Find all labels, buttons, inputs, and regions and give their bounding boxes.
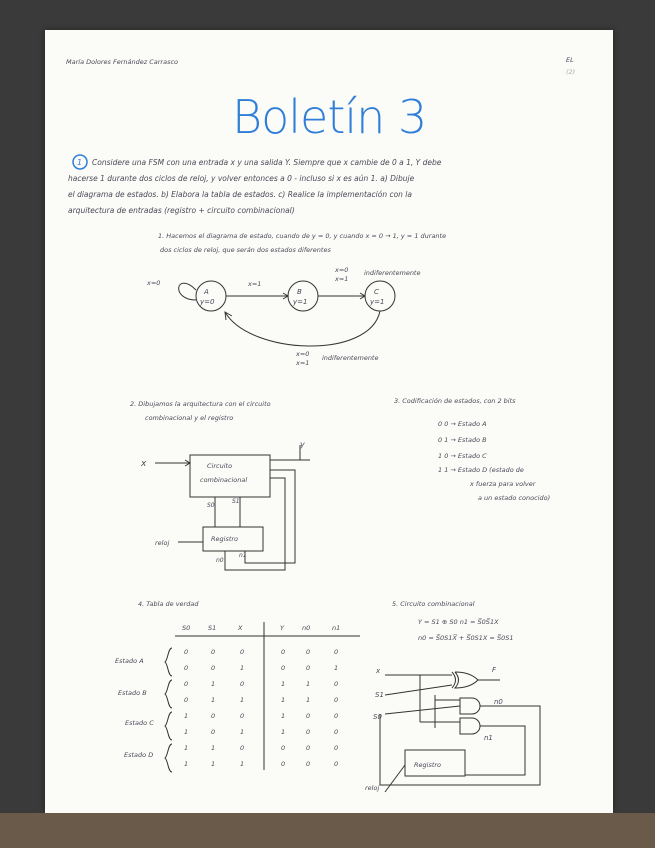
- table-cell: 0: [281, 648, 286, 656]
- table-cell: 0: [240, 648, 245, 656]
- table-cell: 0: [240, 680, 245, 688]
- s1-label: S1: [232, 498, 240, 505]
- clock-label: reloj: [155, 539, 170, 547]
- arch-input-x: x: [141, 459, 147, 469]
- table-cell: 0: [306, 712, 311, 720]
- table-cell: 0: [306, 728, 311, 736]
- table-cell: 1: [306, 680, 311, 688]
- group-a: Estado A: [115, 657, 144, 665]
- circ-reg: Registro: [414, 761, 442, 769]
- circ-s1: S1: [375, 691, 384, 699]
- table-cell: 0: [184, 648, 189, 656]
- arch-output-y: y: [300, 440, 305, 449]
- ca-label-0: x=0: [296, 350, 310, 358]
- table-cell: 1: [211, 680, 216, 688]
- table-cell: 0: [184, 696, 189, 704]
- state-a-output: y=0: [200, 298, 215, 306]
- exercise-number: 1: [77, 158, 83, 167]
- table-cell: 0: [334, 728, 339, 736]
- table-cell: 0: [334, 744, 339, 752]
- table-cell: 0: [240, 744, 245, 752]
- table-cell: 1: [240, 760, 245, 768]
- table-cell: 0: [334, 648, 339, 656]
- step3-row-0: 0 0 → Estado A: [438, 420, 487, 428]
- circ-x: x: [376, 667, 381, 675]
- table-cell: 0: [211, 712, 216, 720]
- table-cell: 0: [306, 760, 311, 768]
- table-cell: 0: [334, 680, 339, 688]
- table-cell: 0: [211, 728, 216, 736]
- table-cell: 1: [184, 712, 189, 720]
- state-diagram: [179, 281, 395, 346]
- bc-note: indiferentemente: [364, 269, 421, 277]
- table-cell: 1: [281, 696, 286, 704]
- statement-line-2: el diagrama de estados. b) Elabora la tabla de estados. c) Realice la implementación con la: [68, 190, 412, 199]
- table-cell: 0: [281, 760, 286, 768]
- reg-label: Registro: [211, 535, 239, 543]
- table-cell: 1: [240, 664, 245, 672]
- step3-row-5: a un estado conocido): [478, 494, 551, 502]
- table-cell: 1: [184, 744, 189, 752]
- step5-eq1: Y = S1 ⊕ S0 n1 = S̅0S̅1X: [418, 618, 499, 626]
- bc-label-0: x=0: [335, 266, 349, 274]
- table-cell: 0: [211, 664, 216, 672]
- table-cell: 1: [240, 728, 245, 736]
- s0-label: S0: [207, 502, 215, 509]
- step5-eq2: n0 = S̅0S1X̅ + S̅0S1X = S̅0S1: [418, 634, 514, 642]
- ca-label-1: x=1: [296, 359, 310, 367]
- col-y: Y: [280, 624, 284, 632]
- n0-label: n0: [216, 557, 224, 564]
- table-cell: 1: [211, 744, 216, 752]
- state-a-name: A: [204, 288, 209, 296]
- table-cell: 1: [184, 760, 189, 768]
- col-s0: S0: [182, 624, 191, 632]
- loop-a-label: x=0: [147, 279, 161, 287]
- col-n0: n0: [302, 624, 311, 632]
- table-cell: 1: [211, 696, 216, 704]
- circ-clock: reloj: [365, 784, 380, 792]
- group-d: Estado D: [124, 751, 154, 759]
- table-cell: 1: [211, 760, 216, 768]
- table-cell: 1: [281, 680, 286, 688]
- step2-line-1: combinacional y el registro: [145, 414, 234, 422]
- col-n1: n1: [332, 624, 341, 632]
- step4-title: 4. Tabla de verdad: [138, 600, 199, 608]
- table-cell: 0: [306, 744, 311, 752]
- table-cell: 0: [281, 664, 286, 672]
- ca-note: indiferentemente: [322, 354, 379, 362]
- statement-line-0: Considere una FSM con una entrada x y una salida Y. Siempre que x cambie de 0 a 1, Y debe: [92, 158, 442, 167]
- table-cell: 1: [306, 696, 311, 704]
- ab-label: x=1: [248, 280, 262, 288]
- table-cell: 1: [334, 664, 339, 672]
- bc-label-1: x=1: [335, 275, 349, 283]
- state-b-name: B: [297, 288, 302, 296]
- circ-s0: S0: [373, 713, 382, 721]
- corner-mark-2: (2): [566, 68, 576, 76]
- state-c-name: C: [374, 288, 379, 296]
- table-cell: 0: [211, 648, 216, 656]
- step3-title: 3. Codificación de estados, con 2 bits: [394, 397, 516, 405]
- table-cell: 1: [281, 728, 286, 736]
- table-cell: 0: [281, 744, 286, 752]
- statement-line-3: arquitectura de entradas (registro + circuito combinacional): [68, 206, 295, 215]
- corner-mark: EL: [566, 56, 574, 64]
- architecture-diagram: [155, 445, 310, 570]
- table-cell: 1: [240, 696, 245, 704]
- table-cell: 0: [240, 712, 245, 720]
- page-title: Boletín 3: [232, 90, 427, 144]
- table-cell: 0: [334, 696, 339, 704]
- statement-line-1: hacerse 1 durante dos ciclos de reloj, y volver entonces a 0 - incluso si x es aún 1. a) Dibuje: [68, 174, 415, 183]
- table-cell: 1: [281, 712, 286, 720]
- circ-n0: n0: [494, 698, 503, 706]
- truth-table-lines: [165, 622, 360, 772]
- gate-circuit: [380, 672, 540, 792]
- comb-label-0: Circuito: [207, 462, 233, 470]
- step5-title: 5. Circuito combinacional: [392, 600, 475, 608]
- table-cell: 0: [184, 664, 189, 672]
- circ-y: F: [492, 666, 497, 674]
- step3-row-4: x fuerza para volver: [470, 480, 536, 488]
- step1-line-0: 1. Hacemos el diagrama de estado, cuando de y = 0, y cuando x = 0 → 1, y = 1 durante: [158, 232, 447, 240]
- step3-row-2: 1 0 → Estado C: [438, 452, 487, 460]
- n1-label: n1: [239, 552, 247, 559]
- table-cell: 0: [334, 760, 339, 768]
- table-cell: 0: [334, 712, 339, 720]
- step3-row-1: 0 1 → Estado B: [438, 436, 487, 444]
- author-name: María Dolores Fernández Carrasco: [66, 58, 179, 66]
- step1-line-1: dos ciclos de reloj, que serán dos estados diferentes: [160, 246, 331, 254]
- group-c: Estado C: [125, 719, 154, 727]
- state-c-output: y=1: [370, 298, 385, 306]
- table-cell: 0: [306, 664, 311, 672]
- table-cell: 0: [306, 648, 311, 656]
- table-cell: 1: [184, 728, 189, 736]
- table-cell: 0: [184, 680, 189, 688]
- step2-line-0: 2. Dibujamos la arquitectura con el circuito: [130, 400, 271, 408]
- state-b-output: y=1: [293, 298, 308, 306]
- circ-n1: n1: [484, 734, 493, 742]
- step3-row-3: 1 1 → Estado D (estado de: [438, 466, 524, 474]
- comb-label-1: combinacional: [200, 476, 248, 484]
- col-x: X: [238, 624, 243, 632]
- col-s1: S1: [208, 624, 217, 632]
- group-b: Estado B: [118, 689, 147, 697]
